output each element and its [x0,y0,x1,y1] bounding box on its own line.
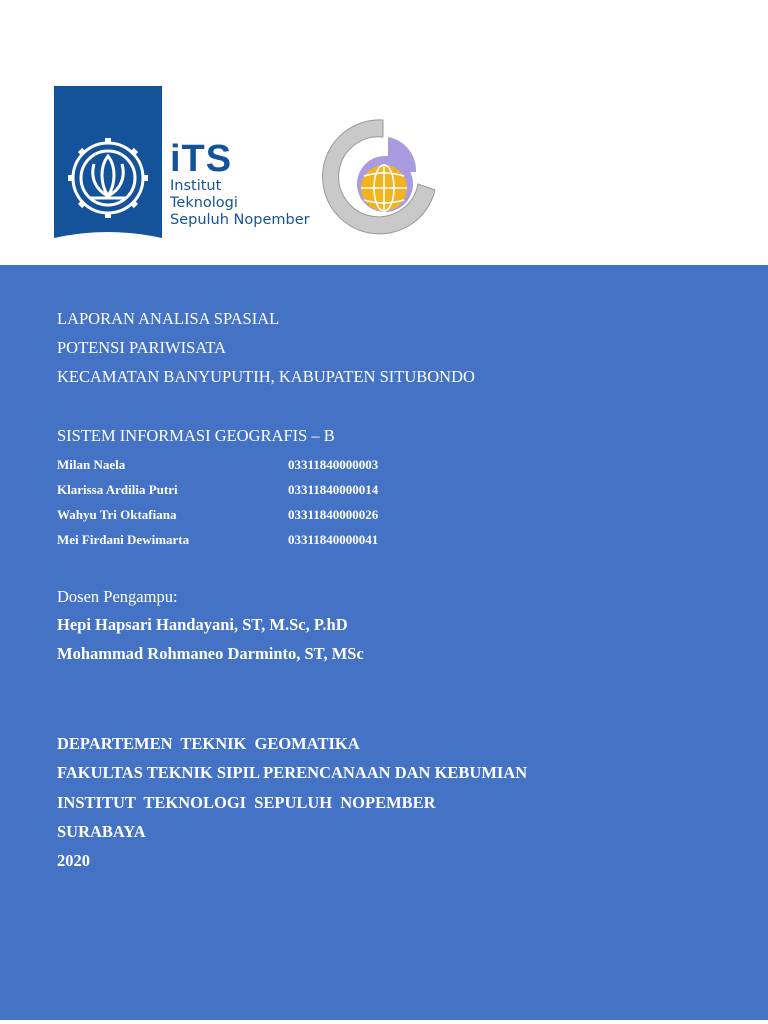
lecturer-heading: Dosen Pengampu: [57,587,178,606]
lecturer-name-2: Mohammad Rohmaneo Darminto, ST, MSc [57,644,364,663]
institute-name: INSTITUT TEKNOLOGI SEPULUH NOPEMBER [57,793,436,812]
city-name: SURABAYA [57,822,146,841]
member-id: 03311840000014 [288,482,379,497]
its-line-2: Teknologi [170,195,238,211]
member-name: Milan Naela [57,457,126,472]
its-line-1: Institut [170,178,222,194]
cover-panel [0,265,768,1020]
report-title-line-2: POTENSI PARIWISATA [57,338,227,357]
course-name: SISTEM INFORMASI GEOGRAFIS – B [57,426,335,445]
faculty-name: FAKULTAS TEKNIK SIPIL PERENCANAAN DAN KEBUMIAN [57,763,528,782]
year: 2020 [57,851,90,870]
its-shield-logo [54,86,162,238]
geomatics-department-logo [318,112,448,242]
lecturer-name-1: Hepi Hapsari Handayani, ST, M.Sc, P.hD [57,615,348,634]
member-id: 03311840000041 [288,532,379,547]
member-id: 03311840000026 [288,507,379,522]
member-name: Mei Firdani Dewimarta [57,532,190,547]
logo-header [0,0,768,265]
its-wordmark [170,140,330,229]
its-mark-text: iTS [170,138,233,180]
report-title-line-3: KECAMATAN BANYUPUTIH, KABUPATEN SITUBONDO [57,367,475,386]
department-name: DEPARTEMEN TEKNIK GEOMATIKA [57,734,360,753]
member-name: Klarissa Ardilia Putri [57,482,178,497]
its-line-3: Sepuluh Nopember [170,212,310,228]
report-title-line-1: LAPORAN ANALISA SPASIAL [57,309,280,328]
member-id: 03311840000003 [288,457,379,472]
member-name: Wahyu Tri Oktafiana [57,507,177,522]
